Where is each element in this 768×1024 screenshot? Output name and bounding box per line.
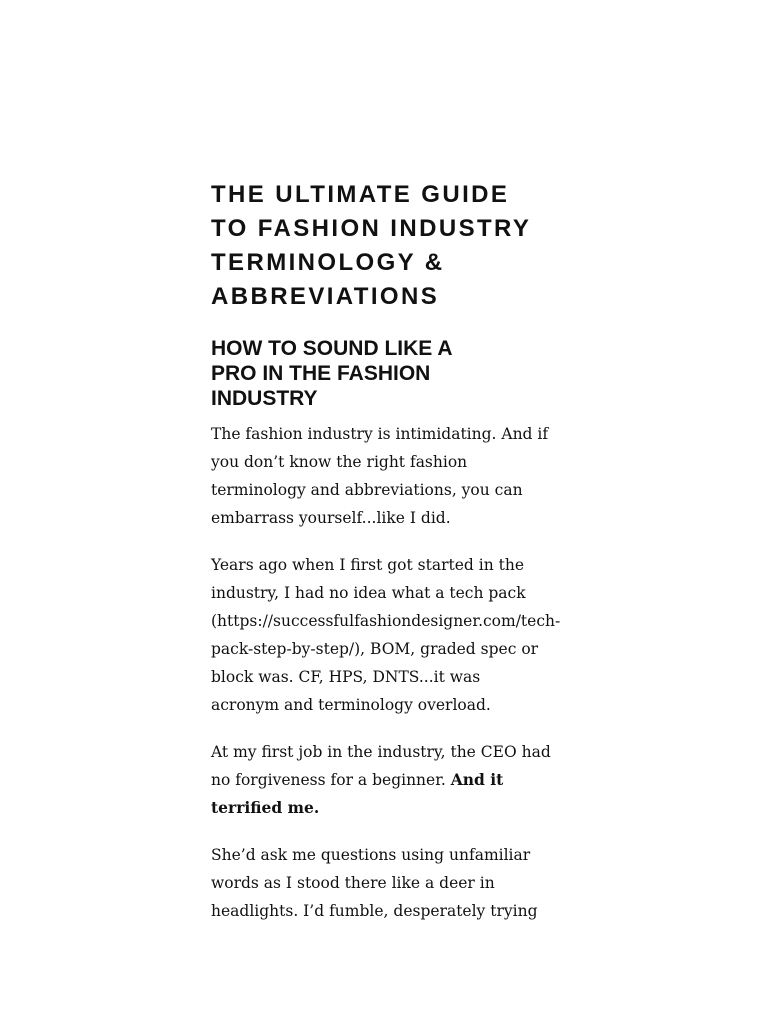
document-subtitle: HOW TO SOUND LIKE A PRO IN THE FASHION INDUSTRY	[211, 337, 453, 410]
document-title: THE ULTIMATE GUIDE TO FASHION INDUSTRY TERMINOLOGY & ABBREVIATIONS	[211, 181, 532, 310]
paragraph-years-ago	[211, 551, 581, 719]
text-line: embarrass yourself...like I did.	[211, 509, 451, 527]
text-line: At my first job in the industry, the CEO had	[211, 743, 551, 761]
text-run: no forgiveness for a beginner.	[211, 771, 451, 789]
text-line: The fashion industry is intimidating. And if	[211, 425, 549, 443]
paragraph-questions	[211, 841, 581, 925]
text-line: pack-step-by-step/), BOM, graded spec or	[211, 640, 539, 658]
text-line: acronym and terminology overload.	[211, 696, 491, 714]
text-line: industry, I had no idea what a tech pack	[211, 584, 526, 602]
text-line: (https://successfulfashiondesigner.com/tech-	[211, 612, 561, 630]
paragraph-intro	[211, 420, 581, 532]
text-line: words as I stood there like a deer in	[211, 874, 495, 892]
text-line: headlights. I’d fumble, desperately trying	[211, 902, 538, 920]
paragraph-first-job	[211, 738, 581, 822]
text-line: you don’t know the right fashion	[211, 453, 468, 471]
document-page	[211, 178, 581, 925]
text-line: block was. CF, HPS, DNTS...it was	[211, 668, 481, 686]
text-line	[211, 794, 581, 822]
text-line: She’d ask me questions using unfamiliar	[211, 846, 531, 864]
bold-text: terrified me.	[211, 798, 320, 817]
text-line	[211, 766, 581, 794]
text-line: Years ago when I first got started in the	[211, 556, 524, 574]
text-line: terminology and abbreviations, you can	[211, 481, 523, 499]
bold-text: And it	[450, 770, 504, 789]
